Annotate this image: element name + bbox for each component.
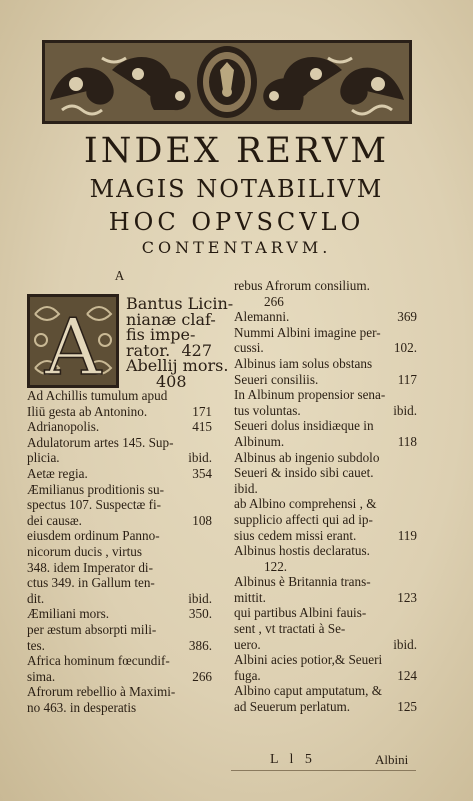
entry-text: Seueri consiliis. — [234, 371, 319, 387]
index-entry-line — [234, 512, 417, 528]
entry-page-ref: 415 — [192, 419, 212, 435]
index-entry-line — [234, 683, 417, 699]
entry-text: Abellij mors. — [126, 356, 229, 376]
index-entry-line — [234, 496, 417, 512]
index-entry-line — [234, 356, 417, 372]
index-entry-line — [234, 403, 417, 419]
index-entry-line — [27, 606, 212, 622]
signature-mark: L l 5 — [270, 752, 316, 767]
entry-text: Adrianopolis. — [27, 419, 100, 435]
index-entry-line — [27, 528, 212, 544]
entry-text: no 463. in desperatis — [27, 699, 137, 715]
index-entry-line — [234, 340, 417, 356]
index-entry-line — [27, 466, 212, 482]
index-entry-line — [27, 450, 212, 466]
entry-text: sent , vt tractati à Se- — [234, 621, 346, 637]
index-entry-line — [27, 482, 212, 498]
index-entry-line — [234, 543, 417, 559]
entry-page-ref: 123 — [397, 589, 417, 605]
index-entry-line — [234, 372, 417, 388]
index-entry-line — [27, 435, 212, 451]
entry-page-ref: 386. — [188, 637, 212, 653]
entry-text: cussi. — [234, 340, 264, 356]
entry-text: rator. — [126, 340, 171, 360]
index-entry-line — [126, 294, 234, 313]
entry-text: Alemanni. — [234, 309, 290, 325]
entry-text: Albinum. — [234, 433, 285, 449]
dropcap-adjacent-text — [126, 294, 234, 391]
entry-text: Ad Achillis tumulum apud — [27, 388, 168, 403]
entry-text: ab Albino comprehensi , & — [234, 496, 377, 512]
entry-text: 348. idem Imperator di- — [27, 559, 153, 575]
entry-text: Afrorum rebellio à Maximi- — [27, 684, 176, 700]
entry-text: Africa hominum fœcundif- — [27, 653, 170, 669]
entry-text: Iliū gesta ab Antonino. — [27, 403, 148, 419]
entry-text: 122. — [264, 558, 288, 574]
index-entry-line — [234, 699, 417, 715]
index-entry-line — [126, 340, 212, 360]
entry-page-ref: ibid. — [393, 636, 417, 652]
entry-text: Albinus iam solus obstans — [234, 355, 373, 371]
entry-text: Albinus è Britannia trans- — [234, 574, 371, 590]
index-entry-line — [27, 419, 212, 435]
title-hoc-opusculo: HOC OPVSCVLO — [108, 208, 365, 236]
entry-text: Æmiliani mors. — [27, 606, 110, 622]
entry-text: tes. — [27, 637, 45, 653]
entry-text: uero. — [234, 636, 261, 652]
entry-text: Nummi Albini imagine per- — [234, 324, 381, 340]
svg-text:A: A — [44, 303, 102, 388]
index-entry-line — [234, 465, 417, 481]
entry-text: spectus 107. Suspectæ fi- — [27, 497, 162, 513]
index-entry-line — [234, 294, 417, 310]
entry-text: Adulatorum artes 145. Sup- — [27, 434, 174, 450]
entry-page-ref: 119 — [397, 527, 417, 543]
entry-page-ref: 118 — [397, 433, 417, 449]
index-entry-line — [234, 590, 417, 606]
index-entry-line — [27, 560, 212, 576]
index-entry-line — [234, 481, 417, 497]
decorated-initial-a — [27, 294, 119, 388]
index-entry-line — [27, 591, 212, 607]
entry-page-ref: 102. — [393, 340, 417, 356]
entry-text: rebus Afrorum consilium. — [234, 278, 370, 293]
entry-page-ref: 369 — [397, 309, 417, 325]
entry-page-ref: 108 — [192, 512, 212, 528]
index-entry-line — [27, 575, 212, 591]
decorative-headpiece — [42, 40, 412, 124]
entry-text: plicia. — [27, 450, 60, 466]
index-entry-line — [234, 621, 417, 637]
entry-text: Aetæ regia. — [27, 465, 88, 481]
entry-text: sius cedem missi erant. — [234, 527, 357, 543]
index-entry-line — [234, 325, 417, 341]
entry-text: sima. — [27, 668, 56, 684]
index-entry-line — [126, 371, 212, 391]
index-entry-line — [27, 388, 212, 404]
entry-text: fis impe- — [126, 325, 196, 345]
index-entry-line — [234, 605, 417, 621]
index-column-left — [27, 268, 212, 284]
index-entry-line — [234, 278, 417, 294]
index-entry-line — [234, 434, 417, 450]
index-entry-line — [234, 668, 417, 684]
entry-page-ref: 124 — [397, 667, 417, 683]
title-magis-notabilium: MAGIS NOTABILIVM — [89, 175, 384, 203]
entry-text: ad Seuerum perlatum. — [234, 699, 351, 715]
entry-text: Seueri & insido sibi cauet. — [234, 465, 374, 481]
index-entry-line — [234, 418, 417, 434]
index-entry-line — [234, 574, 417, 590]
entry-text: nianæ claf- — [126, 309, 216, 329]
entry-page-ref: ibid. — [188, 590, 212, 606]
index-entry-line — [234, 528, 417, 544]
index-entry-line — [27, 669, 212, 685]
entry-text: Bantus Licin- — [126, 294, 234, 313]
index-entry-line — [126, 325, 212, 345]
index-entry-line — [27, 700, 212, 716]
entry-page-ref: 427 — [181, 340, 212, 360]
index-entry-line — [27, 653, 212, 669]
index-entry-line — [27, 544, 212, 560]
title-index-rerum: INDEX RERVM — [83, 131, 390, 171]
entry-text: dei causæ. — [27, 512, 82, 528]
index-entry-line — [234, 309, 417, 325]
entry-page-ref: 171 — [192, 403, 212, 419]
index-entry-line — [27, 638, 212, 654]
footer-rule — [231, 770, 416, 771]
entry-text: fuga. — [234, 667, 261, 683]
index-entry-line — [234, 637, 417, 653]
catchword: Albini — [375, 752, 409, 767]
section-letter: A — [114, 268, 125, 283]
index-entry-line — [27, 684, 212, 700]
index-entry-line — [27, 497, 212, 513]
index-entry-line — [234, 652, 417, 668]
index-column-left-continued — [27, 388, 212, 715]
entry-text: dit. — [27, 590, 45, 606]
entry-text: Albinus hostis declaratus. — [234, 543, 370, 559]
entry-text: supplicio affecti qui ad ip- — [234, 511, 373, 527]
entry-text: per æstum absorpti mili- — [27, 621, 157, 637]
entry-page-ref: 117 — [397, 371, 417, 387]
title-contentarum: CONTENTARVM. — [141, 238, 332, 257]
entry-text: ibid. — [234, 480, 258, 496]
entry-text: 408 — [156, 371, 187, 391]
index-entry-line — [126, 356, 229, 376]
index-entry-line — [126, 309, 216, 329]
entry-text: mittit. — [234, 589, 266, 605]
entry-text: nicorum ducis , virtus — [27, 543, 143, 559]
entry-text: tus voluntas. — [234, 402, 301, 418]
entry-text: Seueri dolus insidiæque in — [234, 418, 374, 434]
entry-page-ref: 350. — [188, 606, 212, 622]
entry-text: Albino caput amputatum, & — [234, 683, 382, 699]
entry-text: ctus 349. in Gallum ten- — [27, 575, 155, 591]
entry-text: Albini acies potior,& Seueri — [234, 652, 383, 668]
entry-text: Albinus ab ingenio subdolo — [234, 449, 380, 465]
entry-text: 266 — [264, 293, 284, 309]
entry-page-ref: 266 — [192, 668, 212, 684]
entry-page-ref: ibid. — [188, 450, 212, 466]
index-entry-line — [234, 387, 417, 403]
index-entry-line — [27, 404, 212, 420]
entry-page-ref: ibid. — [393, 402, 417, 418]
entry-page-ref: 125 — [397, 699, 417, 715]
index-entry-line — [234, 450, 417, 466]
entry-page-ref: 354 — [192, 465, 212, 481]
index-entry-line — [27, 513, 212, 529]
index-column-right — [234, 278, 417, 715]
entry-text: Æmilianus proditionis su- — [27, 481, 165, 497]
entry-text: In Albinum propensior sena- — [234, 387, 386, 403]
index-entry-line — [27, 622, 212, 638]
entry-text: qui partibus Albini fauis- — [234, 605, 367, 621]
index-entry-line — [234, 559, 417, 575]
entry-text: eiusdem ordinum Panno- — [27, 528, 160, 544]
